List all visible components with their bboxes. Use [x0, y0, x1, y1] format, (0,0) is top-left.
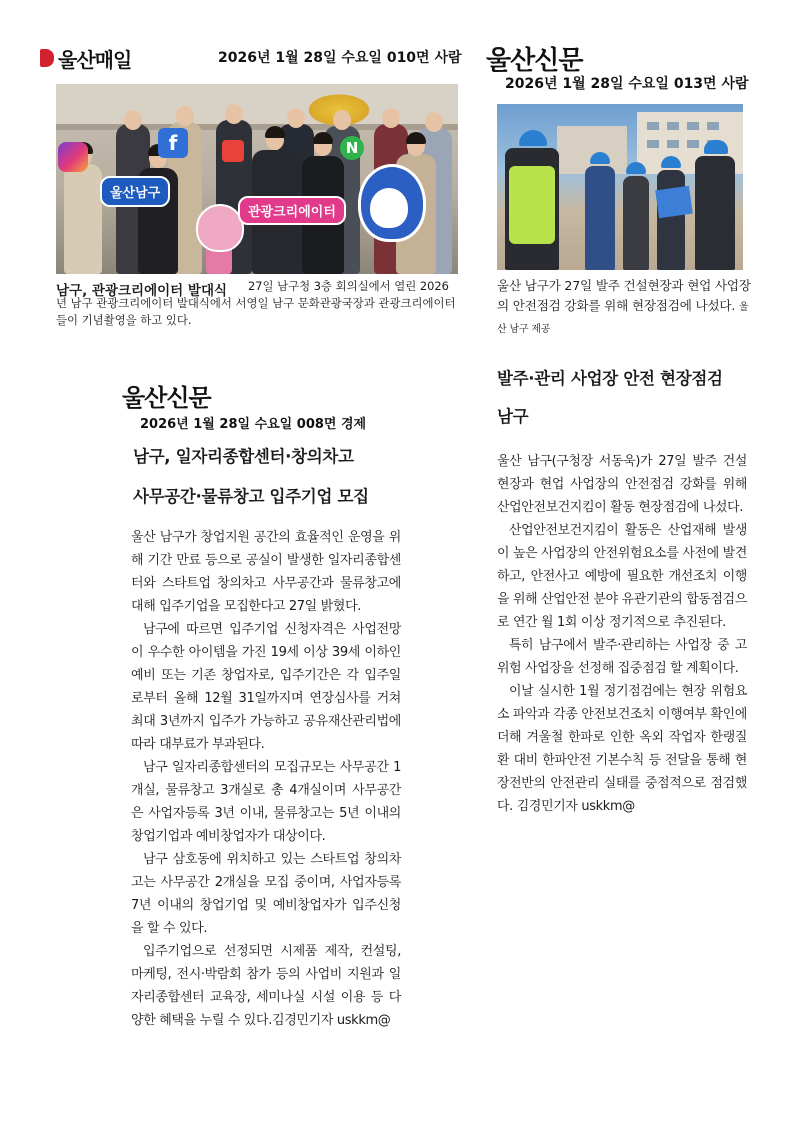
- photo-worker: [695, 156, 735, 270]
- clip3-byline: 김경민기자 uskkm@: [272, 1013, 391, 1028]
- video-icon: [222, 140, 244, 162]
- clip3-headline: [133, 437, 423, 517]
- photo-window: [707, 122, 719, 130]
- facebook-icon: f: [158, 128, 188, 158]
- clip3-headline-line1: 남구, 일자리종합센터·창의차고: [133, 447, 354, 466]
- clip3-dateline: 2026년 1월 28일 수요일 008면 경제: [140, 417, 367, 432]
- photo-person-head: [425, 112, 443, 132]
- clip2-headline-line1: 발주·관리 사업장 안전 현장점검: [497, 369, 723, 388]
- photo-person-head: [333, 110, 351, 130]
- photo-sign-creator: 관광크리에이터: [238, 196, 346, 225]
- clip3-paragraph: 남구에 따르면 입주기업 신청자격은 사업전망이 우수한 아이템을 가진 19세 이상 39세 이하인 예비 또는 기존 창업자로, 입주기간은 각 입주일로부터 올해 12월 31일까지며 연장심사를 거쳐 최대 3년까지 입주가 가능하고 공유재산관리법에 따라 대부료가 부과된다.: [131, 622, 401, 752]
- clip2-paragraph: 울산 남구(구청장 서동욱)가 27일 발주 건설현장과 현업 사업장의 안전점검 강화를 위해 산업안전보건지킴이 활동 현장점검에 나섰다.: [497, 454, 747, 515]
- clip2-caption: [497, 276, 755, 340]
- photo-window: [667, 122, 679, 130]
- clip2-caption-text: 울산 남구가 27일 발주 건설현장과 현업 사업장의 안전점검 강화를 위해 현장점검에 나섰다.: [497, 278, 751, 313]
- clip1-logo: [40, 44, 131, 72]
- clip2-article-body: [497, 450, 747, 818]
- newspaper-logo-icon: [40, 49, 54, 67]
- photo-window: [647, 140, 659, 148]
- photo-person-head: [176, 106, 194, 126]
- helmet-icon: [704, 140, 728, 154]
- photo-worker: [657, 170, 685, 270]
- photo-person-head: [287, 108, 305, 128]
- photo-window: [647, 122, 659, 130]
- naver-icon: N: [340, 136, 364, 160]
- clip1-caption-text: 27일 남구청 3층 회의실에서 열린 2026년 남구 관광크리에이터 발대식에서 서영일 남구 문화관광국장과 관광크리에이터들이 기념촬영을 하고 있다.: [56, 279, 456, 327]
- helmet-icon: [519, 130, 547, 146]
- instagram-icon: [58, 142, 88, 172]
- clip2-byline: 김경민기자 uskkm@: [516, 799, 635, 814]
- clip1-photo: [56, 84, 458, 274]
- clip3-paragraph: 울산 남구가 창업지원 공간의 효율적인 운영을 위해 기간 만료 등으로 공실이 발생한 일자리종합센터와 스타트업 창의차고 사무공간과 물류창고에 대해 입주기업을 모집한다고 27일 밝혔다.: [131, 530, 401, 614]
- clip3-logo-text: 울산신문: [122, 384, 211, 412]
- clip3-paragraph-text: 입주기업으로 선정되면 시제품 제작, 컨설팅, 마케팅, 전시·박람회 참가 등의 사업비 지원과 일자리종합센터 교육장, 세미나실 시설 이용 등 다양한 혜택을 누릴 수 있다.: [131, 944, 401, 1028]
- clip1-dateline: 2026년 1월 28일 수요일 010면 사람: [218, 50, 462, 66]
- clip1-logo-text: 울산매일: [58, 47, 132, 72]
- clip2-dateline: 2026년 1월 28일 수요일 013면 사람: [505, 76, 749, 92]
- photo-sign-namgu: 울산남구: [100, 176, 170, 207]
- photo-person-head: [382, 108, 400, 128]
- clip2-paragraph: [497, 680, 747, 818]
- photo-worker: [585, 166, 615, 270]
- clip2-headline-line2: 남구: [497, 407, 529, 426]
- mascot-doll: [196, 204, 244, 252]
- clip2-paragraph-text: 이날 실시한 1월 정기점검에는 현장 위험요소 파악과 각종 안전보건조치 이행여부 확인에 더해 겨울철 한파로 인한 옥외 작업자 한랭질환 대비 한파안전 기본수칙 등 전달을 통해 현장전반의 안전관리 실태를 중점적으로 점검했다.: [497, 684, 747, 814]
- photo-safety-vest: [509, 166, 555, 244]
- photo-window: [687, 140, 699, 148]
- clip3-paragraph: [131, 940, 401, 1032]
- clip2-paragraph: 산업안전보건지킴이 활동은 산업재해 발생이 높은 사업장의 안전위험요소를 사전에 발견하고, 안전사고 예방에 필요한 개선조치 이행을 위해 산업안전 분야 유관기관의 합동점검으로 연간 월 1회 이상 정기적으로 추진된다.: [497, 523, 747, 630]
- photo-window: [667, 140, 679, 148]
- clip1-caption: [56, 278, 458, 329]
- clip2-logo-text: 울산신문: [486, 46, 583, 76]
- clip2-paragraph: 특히 남구에서 발주·관리하는 사업장 중 고위험 사업장을 선정해 집중점검 할 계획이다.: [497, 638, 747, 676]
- clip1-caption-title: 남구, 관광크리에이터 발대식: [56, 283, 228, 299]
- photo-person-head: [225, 104, 243, 124]
- photo-worker: [623, 176, 649, 270]
- clip3-paragraph: 남구 일자리종합센터의 모집규모는 사무공간 1개실, 물류창고 3개실로 총 4개실이며 사무공간은 사업자등록 3년 이내, 물류창고는 5년 이내의 창업기업과 예비창업자가 대상이다.: [131, 760, 401, 844]
- photo-document: [655, 186, 693, 218]
- clip3-headline-line2: 사무공간·물류창고 입주기업 모집: [133, 487, 369, 506]
- clip2-headline: [497, 360, 767, 436]
- photo-person: [64, 164, 102, 274]
- clip2-photo: [497, 104, 743, 270]
- photo-window: [687, 122, 699, 130]
- photo-person-head: [124, 110, 142, 130]
- clip3-article-body: [131, 526, 401, 1032]
- clip3-paragraph: 남구 삼호동에 위치하고 있는 스타트업 창의차고는 사무공간 2개실을 모집 중이며, 사업자등록 7년 이내의 창업기업 및 예비창업자가 입주신청을 할 수 있다.: [131, 852, 401, 936]
- mascot-belly: [370, 188, 408, 228]
- clip2-caption-credit: 울산 남구 제공: [497, 302, 749, 335]
